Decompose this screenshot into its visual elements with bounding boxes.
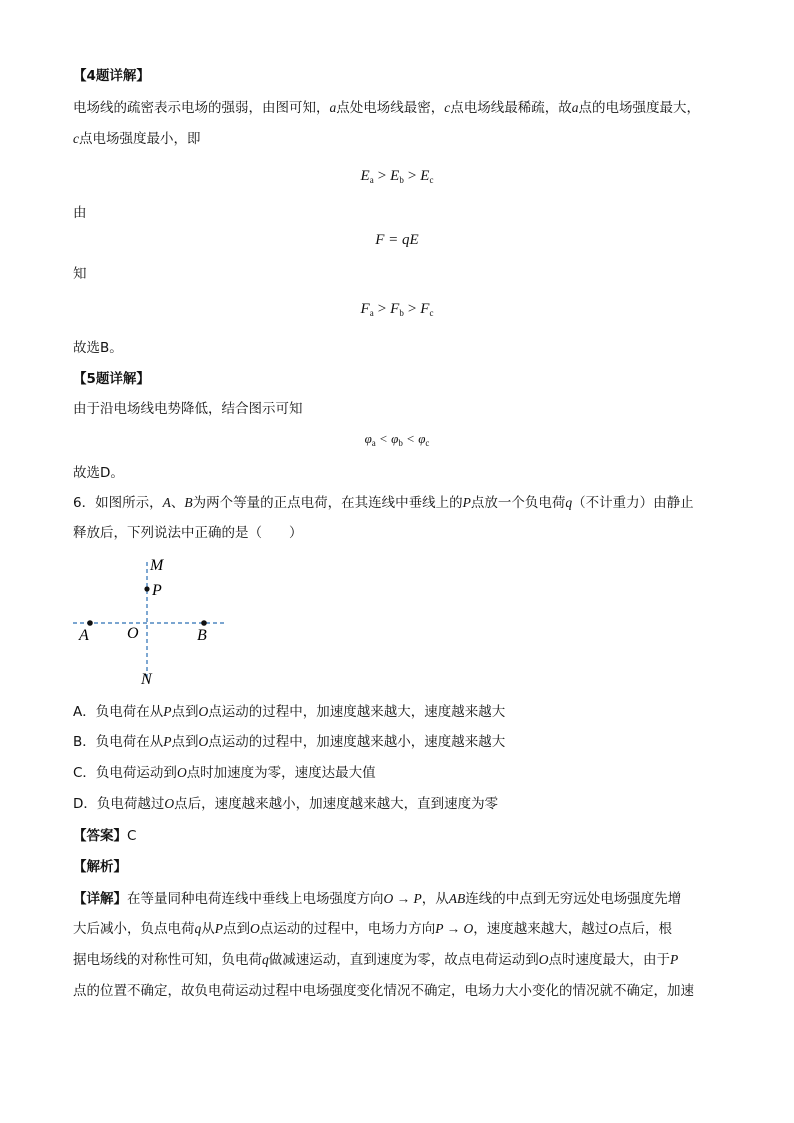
text: 点的电场强度最大， — [578, 100, 700, 116]
label-B: B — [197, 627, 207, 644]
subscript: b — [399, 175, 404, 185]
detail-line-2 — [73, 919, 672, 939]
var-c: c — [444, 100, 451, 115]
direction-P-to-O: P → O — [435, 921, 474, 936]
text: C．负电荷运动到 — [73, 765, 177, 781]
symbol: φ — [418, 431, 426, 446]
var-q: q — [565, 495, 573, 510]
subscript: c — [425, 438, 430, 448]
text: 从 — [201, 921, 215, 937]
operator: > — [407, 168, 417, 184]
var-O: O — [608, 921, 619, 936]
var-A: A — [162, 495, 171, 510]
text-you: 由 — [73, 205, 87, 221]
subscript: b — [399, 308, 404, 318]
text: 在等量同种电荷连线中垂线上电场强度方向 — [127, 891, 384, 907]
text: 大后减小，负点电荷 — [73, 921, 195, 937]
answer-value: C — [127, 828, 137, 844]
var-q: q — [262, 952, 269, 967]
var-O: O — [198, 704, 209, 719]
detail-line-1 — [73, 889, 681, 909]
subscript: b — [398, 438, 403, 448]
var-c: c — [73, 131, 79, 146]
text: 点到 — [171, 734, 199, 750]
var-P: P — [214, 921, 223, 936]
var-P: P — [163, 704, 172, 719]
equation-force-compare — [0, 299, 794, 323]
var-O: O — [538, 952, 549, 967]
var-q: q — [194, 921, 202, 936]
subscript: a — [371, 438, 376, 448]
operator: > — [377, 301, 387, 317]
var-P: P — [163, 734, 172, 749]
section5-heading: 【5题详解】 — [73, 371, 150, 387]
point-P-dot — [144, 586, 149, 591]
subscript: c — [429, 308, 434, 318]
section4-answer: 故选B。 — [73, 340, 123, 356]
option-d — [73, 794, 498, 814]
text: 点后，速度越来越小，加速度越来越大，直到速度为零 — [174, 796, 499, 812]
symbol: F — [420, 301, 430, 317]
text: 6．如图所示， — [73, 495, 163, 511]
equation-potential — [0, 429, 794, 453]
label-A: A — [79, 627, 89, 644]
text: 点时速度最大，由于 — [548, 952, 670, 968]
text: 点运动的过程中，电场力方向 — [259, 921, 436, 937]
text: ，从 — [421, 891, 449, 907]
text: B．负电荷在从 — [73, 734, 164, 750]
label-O: O — [127, 625, 139, 642]
var-a: a — [329, 100, 337, 115]
text: A．负电荷在从 — [73, 704, 164, 720]
option-a — [73, 702, 505, 722]
operator: < — [406, 431, 415, 446]
text: 、 — [170, 495, 185, 511]
operator: > — [377, 168, 387, 184]
text: 点后，根 — [618, 921, 673, 937]
text: 为两个等量的正点电荷，在其连线中垂线上的 — [192, 495, 463, 511]
detail-line-3 — [73, 950, 678, 970]
detail-label: 【详解】 — [73, 891, 127, 907]
text: 点时加速度为零，速度达最大值 — [186, 765, 376, 781]
symbol: E — [420, 168, 430, 184]
symbol: φ — [364, 431, 372, 446]
equation-field-strength — [0, 166, 794, 190]
operator: < — [379, 431, 388, 446]
var-O: O — [164, 796, 175, 811]
text: 点电场线最稀疏，故 — [450, 100, 572, 116]
detail-line-4: 点的位置不确定，故负电荷运动过程中电场强度变化情况不确定，电场力大小变化的情况就不确定，加速 — [73, 983, 694, 999]
symbol: E — [360, 168, 370, 184]
var-P: P — [462, 495, 471, 510]
text: 点到 — [171, 704, 199, 720]
subscript: a — [369, 175, 374, 185]
section5-paragraph: 由于沿电场线电势降低，结合图示可知 — [73, 401, 303, 417]
symbol: F — [360, 301, 370, 317]
label-P: P — [152, 582, 162, 599]
label-N: N — [141, 671, 152, 688]
section4-paragraph-2 — [73, 129, 201, 149]
label-M: M — [150, 557, 164, 574]
section4-heading: 【4题详解】 — [73, 68, 150, 84]
var-AB: AB — [448, 891, 466, 906]
symbol: φ — [391, 431, 399, 446]
text: 点放一个负电荷 — [470, 495, 566, 511]
text: 做减速运动，直到速度为零，故点电荷运动到 — [268, 952, 539, 968]
equation-force: F = qE — [375, 232, 419, 248]
text: 电场线的疏密表示电场的强弱，由图可知， — [73, 100, 330, 116]
var-a: a — [571, 100, 579, 115]
text: 点电场强度最小，即 — [79, 131, 201, 147]
option-b — [73, 732, 505, 752]
section4-paragraph-1 — [73, 98, 700, 118]
subscript: a — [369, 308, 374, 318]
direction-O-to-P: O → P — [383, 891, 422, 906]
text: 点处电场线最密， — [336, 100, 445, 116]
charge-A-dot — [87, 620, 93, 626]
charges-figure — [70, 552, 235, 692]
var-O: O — [198, 734, 209, 749]
text: 据电场线的对称性可知，负电荷 — [73, 952, 262, 968]
option-c — [73, 763, 376, 783]
text-zhi: 知 — [73, 266, 87, 282]
answer-line — [73, 826, 136, 846]
question6-stem-line1 — [73, 493, 694, 513]
text: 点到 — [223, 921, 250, 937]
text: ，速度越来越大，越过 — [473, 921, 609, 937]
charge-B-dot — [201, 620, 207, 626]
question6-stem-line2: 释放后，下列说法中正确的是（ ） — [73, 525, 303, 541]
analysis-label: 【解析】 — [73, 859, 127, 875]
text: （不计重力）由静止 — [572, 495, 694, 511]
text: 连线的中点到无穷远处电场强度先增 — [465, 891, 682, 907]
answer-label: 【答案】 — [73, 828, 127, 844]
symbol: F — [390, 301, 400, 317]
var-O: O — [250, 921, 260, 936]
text: 点运动的过程中，加速度越来越大，速度越来越大 — [208, 704, 506, 720]
section5-answer: 故选D。 — [73, 465, 124, 481]
subscript: c — [429, 175, 434, 185]
var-B: B — [184, 495, 193, 510]
var-P: P — [670, 952, 679, 967]
symbol: E — [390, 168, 400, 184]
var-O: O — [176, 765, 187, 780]
text: 点运动的过程中，加速度越来越小，速度越来越大 — [208, 734, 506, 750]
text: D．负电荷越过 — [73, 796, 165, 812]
operator: > — [407, 301, 417, 317]
